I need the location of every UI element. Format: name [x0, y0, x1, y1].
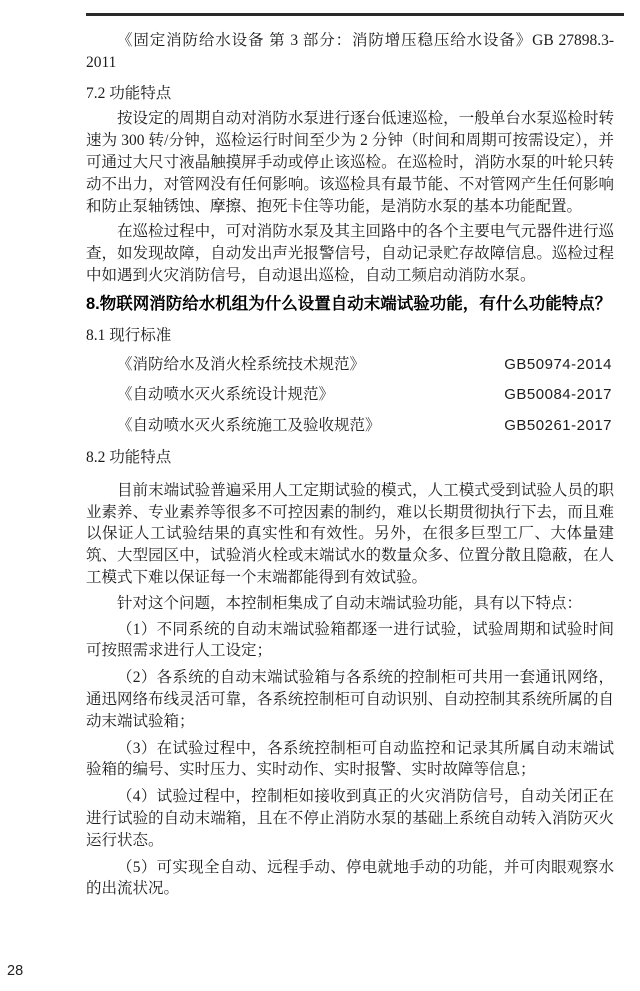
feature-item-5: （5）可实现全自动、远程手动、停电就地手动的功能，并可肉眼观察水的出流状况。	[86, 858, 614, 898]
standard-code: GB50974-2014	[504, 355, 612, 373]
feature-item-1: （1）不同系统的自动末端试验箱都逐一进行试验，试验周期和试验时间可按照需求进行人工设定；	[86, 620, 614, 660]
standard-row	[86, 415, 614, 437]
section-8-1-heading: 8.1 现行标准	[86, 326, 172, 344]
standard-title: 《自动喷水灭火系统施工及验收规范》	[117, 417, 381, 435]
page-number: 28	[7, 963, 24, 979]
standard-code: GB50084-2017	[504, 386, 612, 404]
paragraph: 针对这个问题，本控制柜集成了自动末端试验功能，具有以下特点：	[117, 594, 583, 612]
section-8-heading: 8.物联网消防给水机组为什么设置自动末端试验功能，有什么功能特点？	[86, 294, 612, 313]
standard-row	[86, 354, 614, 376]
feature-item-4: （4）试验过程中，控制柜如接收到真正的火灾消防信号，自动关闭正在进行试验的自动末端箱，且在不停止消防水泵的基础上系统自动转入消防灭火运行状态。	[86, 788, 614, 849]
standard-code: GB50261-2017	[504, 417, 612, 435]
feature-item-2: （2）各系统的自动末端试验箱与各系统的控制柜可共用一套通讯网络，通迅网络布线灵活可靠，各系统控制柜可自动识别、自动控制其系统所属的自动末端试验箱；	[86, 669, 614, 730]
standard-reference-line: 《固定消防给水设备 第 3 部分：消防增压稳压给水设备》GB 27898.3-2011	[86, 32, 614, 71]
standard-row	[86, 384, 614, 406]
section-8-2-heading: 8.2 功能特点	[86, 448, 172, 466]
paragraph: 按设定的周期自动对消防水泵进行逐台低速巡检，一般单台水泵巡检时转速为 300 转/分钟，巡检运行时间至少为 2 分钟（时间和周期可按需设定），并可通过大尺寸液晶触摸屏手动或停止该巡检。在巡检时，消防水泵的叶轮只转动不出力，对管网没有任何影响。该巡检具有最节能、不对管网产生任何影响和防止泵轴锈蚀、摩擦、抱死卡住等功能，是消防水泵的基本功能配置。	[86, 110, 614, 215]
standard-title: 《消防给水及消火栓系统技术规范》	[117, 355, 366, 373]
paragraph: 在巡检过程中，可对消防水泵及其主回路中的各个主要电气元器件进行巡查，如发现故障，自动发出声光报警信号，自动记录贮存故障信息。巡检过程中如遇到火灾消防信号，自动退出巡检，自动工频启动消防水泵。	[86, 223, 614, 284]
paragraph: 目前末端试验普遍采用人工定期试验的模式，人工模式受到试验人员的职业素养、专业素养等很多不可控因素的制约，难以长期贯彻执行下去，而且难以保证人工试验结果的真实性和有效性。另外，在很多巨型工厂、大体量建筑、大型园区中，试验消火栓或末端试水的数量众多、位置分散且隐蔽，在人工模式下难以保证每一个末端都能得到有效试验。	[86, 481, 614, 586]
page-top-rule	[86, 13, 624, 16]
standard-title: 《自动喷水灭火系统设计规范》	[117, 386, 335, 404]
document-content	[86, 30, 614, 905]
section-7-2-heading: 7.2 功能特点	[86, 84, 172, 102]
feature-item-3: （3）在试验过程中，各系统控制柜可自动监控和记录其所属自动末端试验箱的编号、实时压力、实时动作、实时报警、实时故障等信息；	[86, 739, 614, 779]
